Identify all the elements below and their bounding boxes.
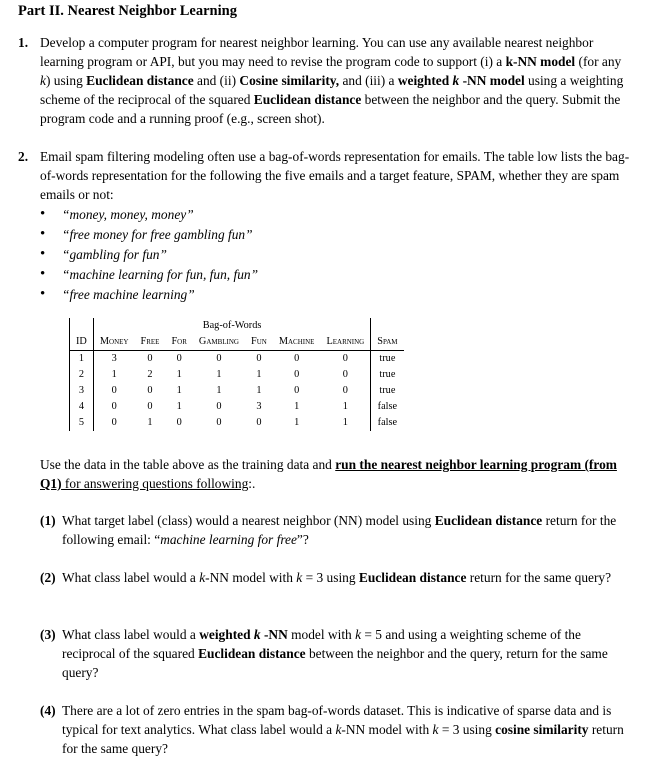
- subquestion-number: (3): [40, 627, 56, 642]
- list-item: • “free money for free gambling fun”: [40, 225, 258, 245]
- table-row: 4 0 0 1 0 3 1 1 false: [70, 399, 404, 415]
- subquestion-2: (2) What class label would a k-NN model with k = 3 using Euclidean distance return for the same query?: [40, 570, 612, 585]
- subquestion-4: (4) There are a lot of zero entries in the spam bag-of-words dataset. This is indicative of sparse data and is typical for text analytics. What class label would a k-NN model with k = 3 using cosine similarity return for the same query?: [40, 703, 624, 756]
- table-row: 1 3 0 0 0 0 0 0 true: [70, 351, 404, 368]
- table-row: 3 0 0 1 1 1 0 0 true: [70, 383, 404, 399]
- subquestion-3: (3) What class label would a weighted k -NN model with k = 5 and using a weighting scheme of the reciprocal of the squared Euclidean distance between the neighbor and the query, return for the same query?: [40, 627, 608, 680]
- bag-of-words-table: [69, 318, 404, 431]
- header-id: ID: [70, 334, 94, 351]
- question-1: [18, 33, 630, 128]
- list-item: • “money, money, money”: [40, 205, 258, 225]
- header-free: Free: [134, 334, 165, 351]
- header-fun: Fun: [245, 334, 273, 351]
- question-2-text: Email spam filtering modeling often use a bag-of-words representation for emails. The table low lists the bag-of-words representation for the following the five emails and a target feature, SPAM, whether they are spam emails or not:: [40, 149, 630, 202]
- header-for: For: [165, 334, 192, 351]
- header-learning: Learning: [320, 334, 370, 351]
- table-row: 5 0 1 0 0 0 1 1 false: [70, 415, 404, 431]
- question-1-text: Develop a computer program for nearest neighbor learning. You can use any available nearest neighbor learning program or API, but you may need to revise the program code to support (i) a k-NN model (for any k) using Euclidean distance and (ii) Cosine similarity, and (iii) a weighted k -NN model using a weighting scheme of the reciprocal of the squared Euclidean distance between the neighbor and the query. Submit the program code and a running proof (e.g., screen shot).: [40, 35, 624, 126]
- subquestion-number: (4): [40, 703, 56, 718]
- subquestion-1: (1) What target label (class) would a nearest neighbor (NN) model using Euclidean distance return for the following email: “machine learning for free”?: [40, 513, 617, 547]
- list-item: • “free machine learning”: [40, 285, 258, 305]
- header-spam: Spam: [371, 334, 404, 351]
- header-money: Money: [93, 334, 134, 351]
- header-machine: Machine: [273, 334, 321, 351]
- list-item: • “machine learning for fun, fun, fun”: [40, 265, 258, 285]
- section-title: Part II. Nearest Neighbor Learning: [18, 3, 237, 19]
- table-row: 2 1 2 1 1 1 0 0 true: [70, 367, 404, 383]
- question-number: 1.: [18, 35, 29, 50]
- list-item: • “gambling for fun”: [40, 245, 258, 265]
- instructions-paragraph: Use the data in the table above as the training data and run the nearest neighbor learning program (from Q1) for answering questions following:.: [40, 457, 617, 491]
- email-list: [40, 205, 258, 305]
- subquestion-number: (1): [40, 513, 56, 528]
- subquestion-number: (2): [40, 570, 56, 585]
- question-number: 2.: [18, 149, 29, 164]
- header-gambling: Gambling: [193, 334, 245, 351]
- question-2: [18, 147, 630, 204]
- group-header: Bag-of-Words: [202, 320, 262, 331]
